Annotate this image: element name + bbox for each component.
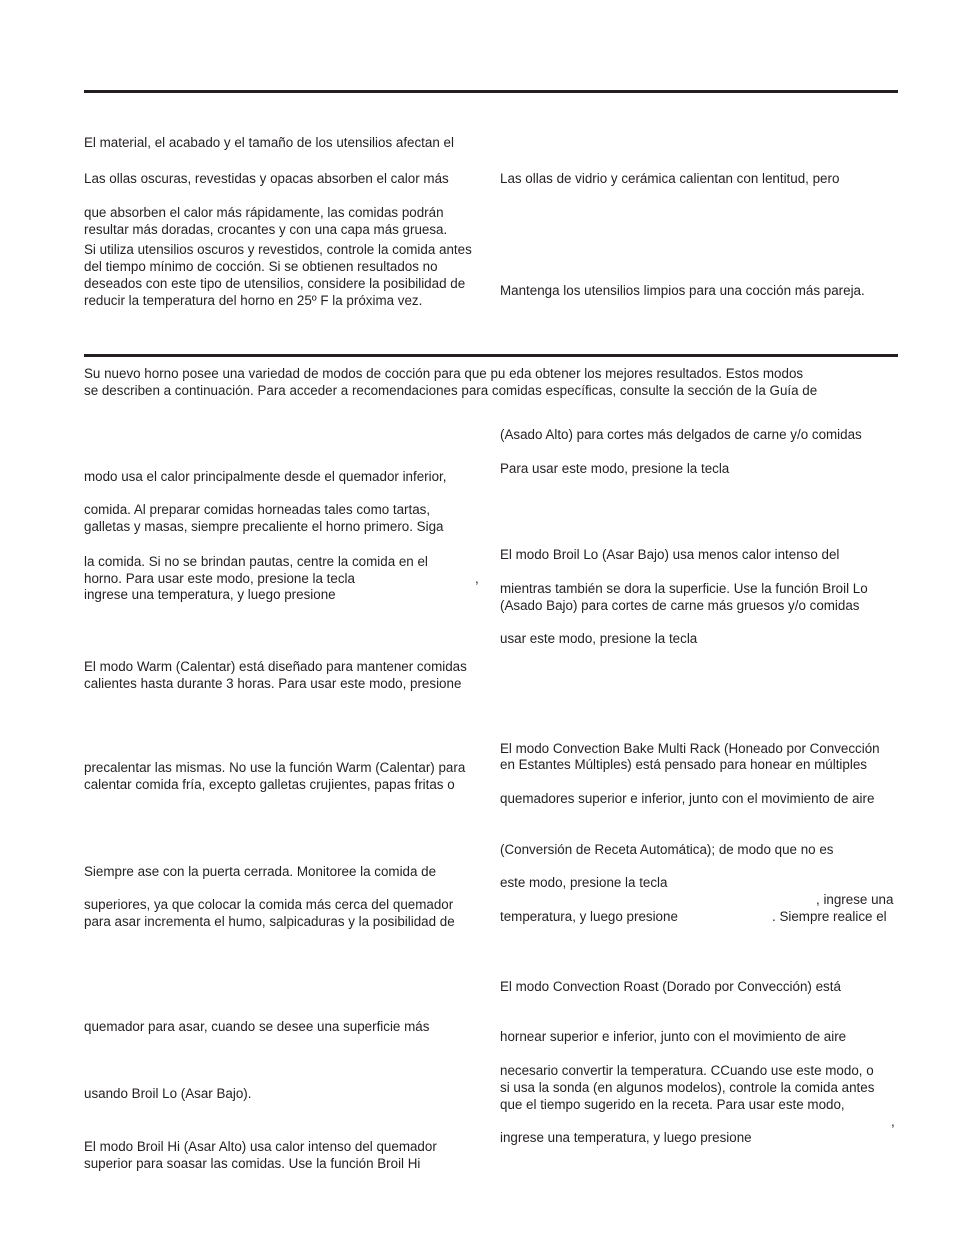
section-divider-modes	[84, 354, 898, 357]
mode-text-line: superiores, ya que colocar la comida más cerca del quemador	[84, 897, 454, 912]
mode-text-line: El modo Convection Bake Multi Rack (Honeado por Convección	[500, 741, 880, 756]
mode-text-line: . Siempre realice el	[772, 909, 887, 924]
mode-text-line: usar este modo, presione la tecla	[500, 631, 698, 646]
mode-text-line: quemadores superior e inferior, junto con el movimiento de aire	[500, 791, 875, 806]
cookware-text-line: Las ollas oscuras, revestidas y opacas absorben el calor más	[84, 171, 449, 186]
mode-text-line: Para usar este modo, presione la tecla	[500, 461, 730, 476]
mode-text-line: (Conversión de Receta Automática); de modo que no es	[500, 842, 834, 857]
mode-text-line: este modo, presione la tecla	[500, 875, 668, 890]
mode-text-line: horno. Para usar este modo, presione la tecla	[84, 571, 355, 586]
mode-text-line: calientes hasta durante 3 horas. Para usar este modo, presione	[84, 676, 462, 691]
mode-text-line: , ingrese una	[816, 892, 894, 907]
mode-text-line: temperatura, y luego presione	[500, 909, 678, 924]
modes-intro-line: Su nuevo horno posee una variedad de modos de cocción para que pu eda obtener los mejores resultados. Estos modos	[84, 366, 804, 381]
mode-text-line: si usa la sonda (en algunos modelos), controle la comida antes	[500, 1080, 875, 1095]
mode-text-line: usando Broil Lo (Asar Bajo).	[84, 1086, 252, 1101]
mode-text-line: quemador para asar, cuando se desee una superficie más	[84, 1019, 430, 1034]
mode-text-line: ,	[891, 1114, 895, 1129]
mode-text-line: (Asado Bajo) para cortes de carne más gruesos y/o comidas	[500, 598, 860, 613]
cookware-text-line: Mantenga los utensilios limpios para una cocción más pareja.	[500, 283, 865, 298]
cookware-text-line: deseados con este tipo de utensilios, considere la posibilidad de	[84, 276, 466, 291]
cookware-text-line: Las ollas de vidrio y cerámica calientan con lentitud, pero	[500, 171, 840, 186]
mode-text-line: superior para soasar las comidas. Use la función Broil Hi	[84, 1156, 421, 1171]
mode-text-line: (Asado Alto) para cortes más delgados de carne y/o comidas	[500, 427, 862, 442]
mode-text-line: para asar incrementa el humo, salpicaduras y la posibilidad de	[84, 914, 455, 929]
mode-text-line: El modo Broil Lo (Asar Bajo) usa menos calor intenso del	[500, 547, 840, 562]
mode-text-line: El modo Convection Roast (Dorado por Convección) está	[500, 979, 841, 994]
cookware-text-line: reducir la temperatura del horno en 25º F la próxima vez.	[84, 293, 423, 308]
mode-text-line: ingrese una temperatura, y luego presione	[500, 1130, 752, 1145]
mode-text-line: galletas y masas, siempre precaliente el horno primero. Siga	[84, 519, 444, 534]
mode-text-line: El modo Warm (Calentar) está diseñado para mantener comidas	[84, 659, 467, 674]
mode-text-line: precalentar las mismas. No use la función Warm (Calentar) para	[84, 760, 466, 775]
mode-text-line: en Estantes Múltiples) está pensado para honear en múltiples	[500, 757, 867, 772]
mode-text-line: que el tiempo sugerido en la receta. Para usar este modo,	[500, 1097, 845, 1112]
cookware-text-line: que absorben el calor más rápidamente, las comidas podrán	[84, 205, 444, 220]
cookware-text-line: resultar más doradas, crocantes y con una capa más gruesa.	[84, 222, 448, 237]
mode-text-line: necesario convertir la temperatura. CCuando use este modo, o	[500, 1063, 874, 1078]
section-divider-top	[84, 90, 898, 93]
mode-text-line: El modo Broil Hi (Asar Alto) usa calor intenso del quemador	[84, 1139, 437, 1154]
modes-intro-line: se describen a continuación. Para acceder a recomendaciones para comidas específicas, consulte la sección de la Guía de	[84, 383, 818, 398]
mode-text-line: calentar comida fría, excepto galletas crujientes, papas fritas o	[84, 777, 455, 792]
mode-text-line: hornear superior e inferior, junto con el movimiento de aire	[500, 1029, 847, 1044]
cookware-text-line: del tiempo mínimo de cocción. Si se obtienen resultados no	[84, 259, 438, 274]
mode-text-line: la comida. Si no se brindan pautas, centre la comida en el	[84, 554, 428, 569]
cookware-text-line: Si utiliza utensilios oscuros y revestidos, controle la comida antes	[84, 242, 472, 257]
mode-text-line: comida. Al preparar comidas horneadas tales como tartas,	[84, 502, 431, 517]
cookware-text-line: El material, el acabado y el tamaño de los utensilios afectan el	[84, 135, 454, 150]
mode-text-line: modo usa el calor principalmente desde el quemador inferior,	[84, 469, 447, 484]
mode-text-line: ingrese una temperatura, y luego presione	[84, 587, 336, 602]
mode-text-line: Siempre ase con la puerta cerrada. Monitoree la comida de	[84, 864, 437, 879]
mode-text-line: mientras también se dora la superficie. Use la función Broil Lo	[500, 581, 868, 596]
mode-text-line: ,	[475, 571, 479, 586]
